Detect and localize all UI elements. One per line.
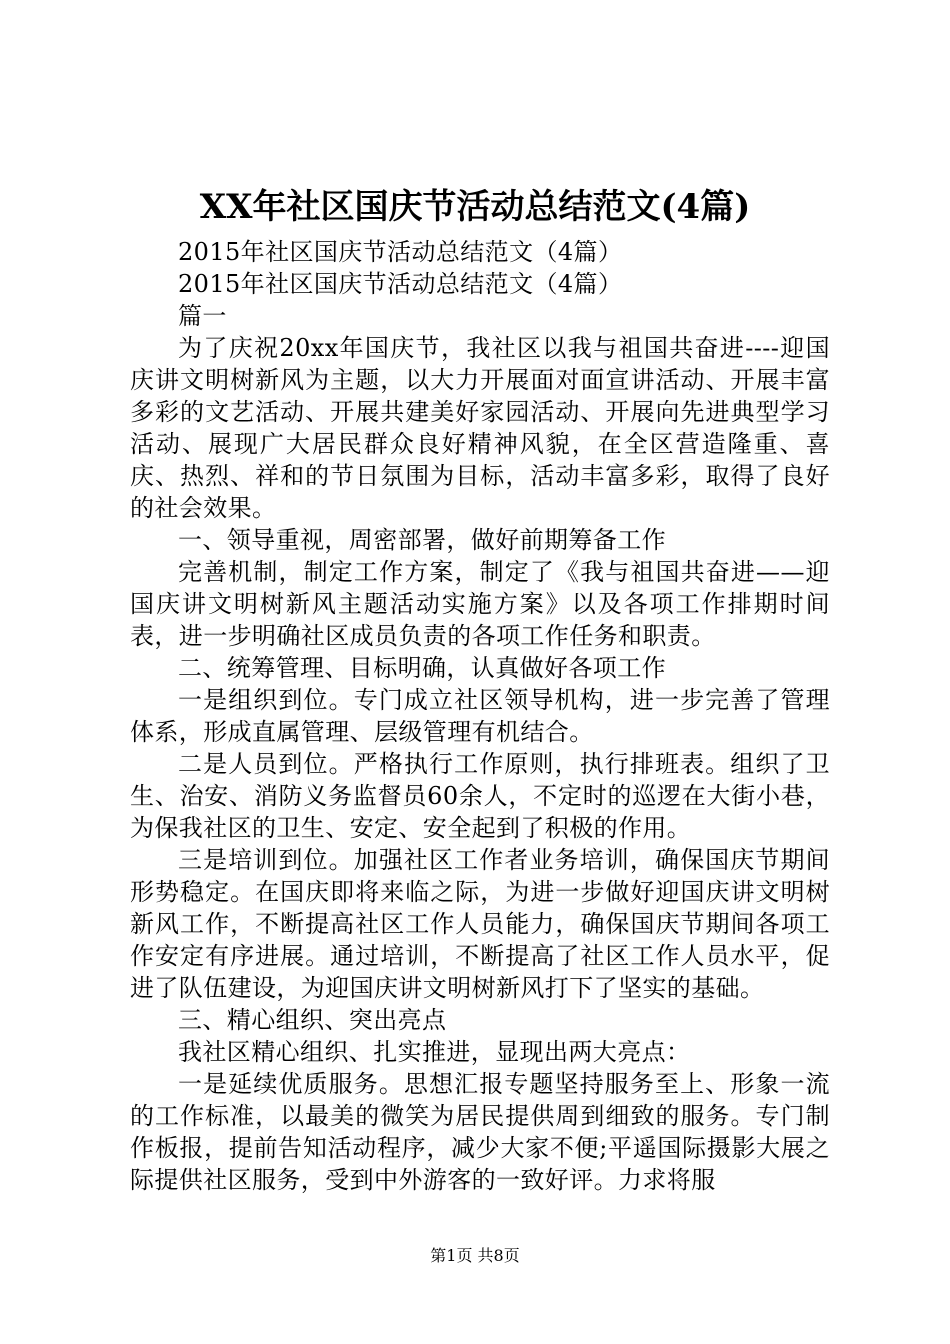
document-title: XX年社区国庆节活动总结范文(4篇) (199, 187, 751, 227)
paragraph: 三是培训到位。加强社区工作者业务培训，确保国庆节期间形势稳定。在国庆即将来临之际，为进一步做好迎国庆讲文明树新风工作，不断提高社区工作人员能力，确保国庆节期间各项工作安定有序进展。通过培训，不断提高了社区工作人员水平，促进了队伍建设，为迎国庆讲文明树新风打下了坚实的基础。 (130, 846, 830, 1002)
paragraph: 2015年社区国庆节活动总结范文（4篇） (178, 238, 623, 266)
paragraph: 一是组织到位。专门成立社区领导机构，进一步完善了管理体系，形成直属管理、层级管理有机结合。 (130, 686, 830, 746)
paragraph: 为了庆祝20xx年国庆节，我社区以我与祖国共奋进----迎国庆讲文明树新风为主题，以大力开展面对面宣讲活动、开展丰富多彩的文艺活动、开展共建美好家园活动、开展向先进典型学习活动、展现广大居民群众良好精神风貌，在全区营造隆重、喜庆、热烈、祥和的节日氛围为目标，活动丰富多彩，取得了良好的社会效果。 (130, 334, 830, 522)
document-body (130, 236, 830, 1196)
page-footer: 第1页 共8页 (430, 1246, 520, 1265)
section-heading: 一、领导重视，周密部署，做好前期筹备工作 (178, 526, 666, 554)
paragraph: 2015年社区国庆节活动总结范文（4篇） (178, 270, 623, 298)
section-heading: 二、统筹管理、目标明确，认真做好各项工作 (178, 654, 666, 682)
paragraph: 二是人员到位。严格执行工作原则，执行排班表。组织了卫生、治安、消防义务监督员60余人，不定时的巡逻在大街小巷，为保我社区的卫生、安定、安全起到了积极的作用。 (130, 750, 830, 842)
paragraph: 我社区精心组织、扎实推进，显现出两大亮点： (178, 1038, 691, 1066)
paragraph: 篇一 (178, 302, 227, 330)
paragraph: 完善机制，制定工作方案，制定了《我与祖国共奋进——迎国庆讲文明树新风主题活动实施方案》以及各项工作排期时间表，进一步明确社区成员负责的各项工作任务和职责。 (130, 558, 830, 650)
paragraph: 一是延续优质服务。思想汇报专题坚持服务至上、形象一流的工作标准，以最美的微笑为居民提供周到细致的服务。专门制作板报，提前告知活动程序，减少大家不便;平遥国际摄影大展之际提供社区服务，受到中外游客的一致好评。力求将服 (130, 1070, 830, 1194)
section-heading: 三、精心组织、突出亮点 (178, 1006, 447, 1034)
